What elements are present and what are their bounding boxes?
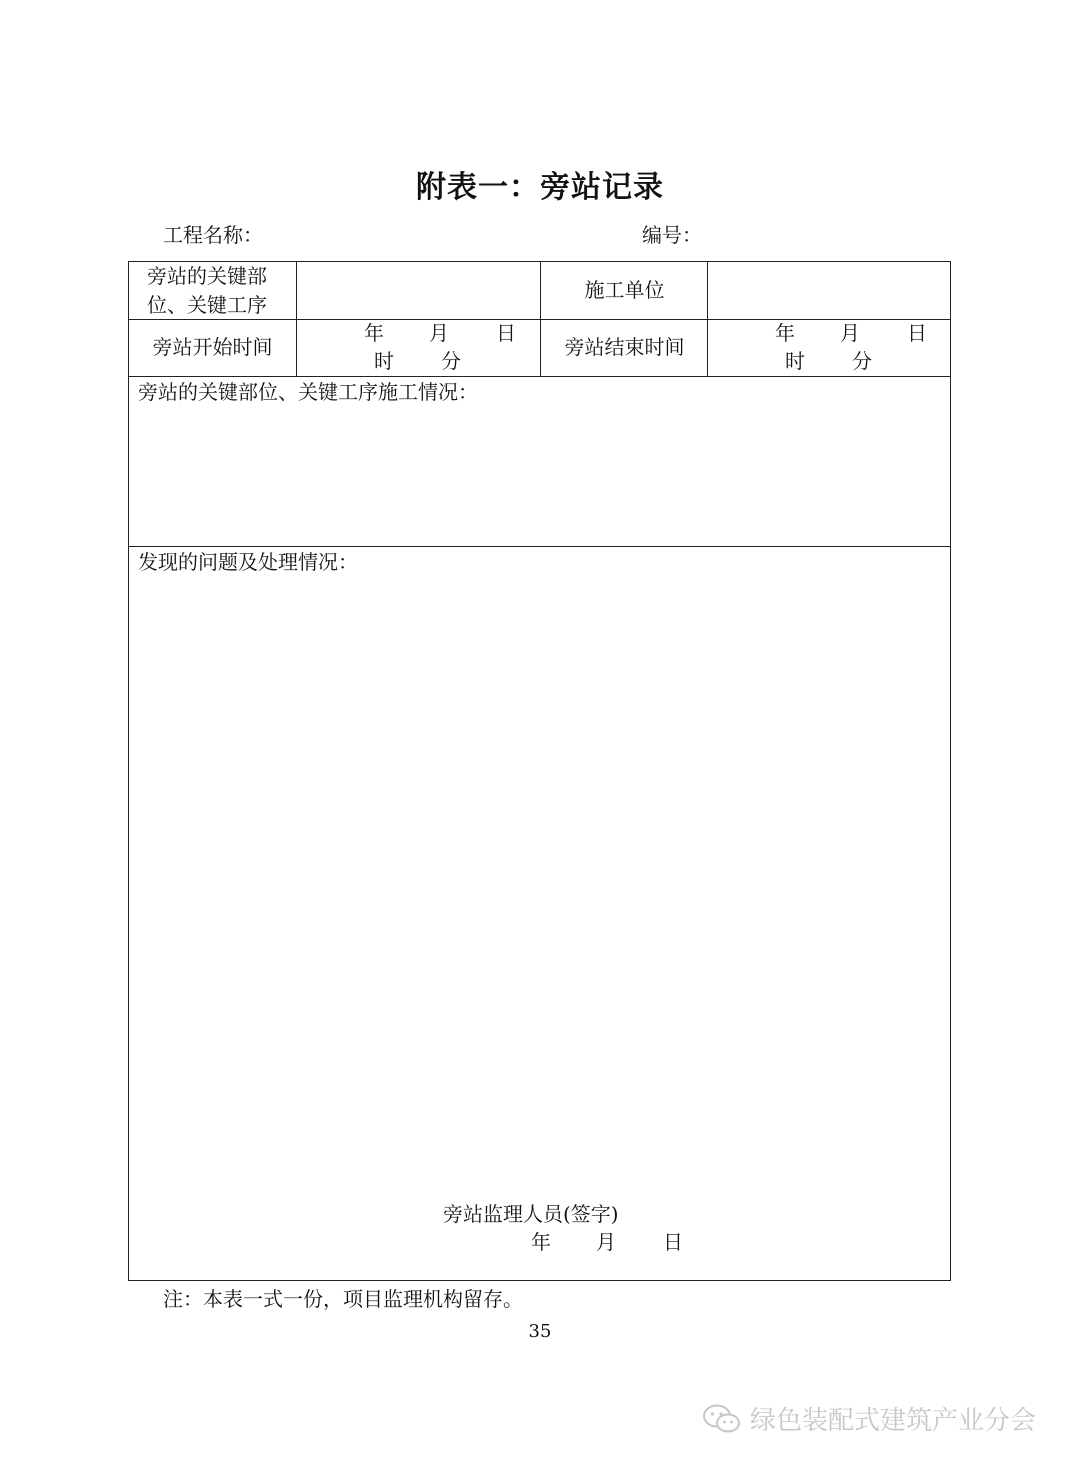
construction-unit-label: 施工单位 xyxy=(584,278,665,302)
construction-situation-label: 旁站的关键部位、关键工序施工情况： xyxy=(138,380,478,404)
end-time-label: 旁站结束时间 xyxy=(564,335,685,359)
watermark-text: 绿色装配式建筑产业分会 xyxy=(750,1406,1037,1436)
start-time-label: 旁站开始时间 xyxy=(152,335,273,359)
signature-month-label: 月 xyxy=(596,1230,616,1254)
construction-situation-field[interactable] xyxy=(138,378,938,544)
start-hour-label: 时 xyxy=(374,349,394,373)
number-label: 编号： xyxy=(642,223,702,247)
page-title: 附表一：旁站记录 xyxy=(416,170,664,205)
wechat-icon xyxy=(702,1403,742,1435)
footnote: 注：本表一式一份，项目监理机构留存。 xyxy=(163,1287,523,1311)
watermark xyxy=(702,1400,1036,1437)
end-minute-label: 分 xyxy=(852,349,872,373)
row-divider xyxy=(129,546,950,547)
start-year-label: 年 xyxy=(364,321,384,345)
problems-field[interactable] xyxy=(138,548,938,1268)
key-part-label: 旁站的关键部位、关键工序 xyxy=(147,263,267,317)
row-divider xyxy=(129,376,950,377)
column-divider xyxy=(540,262,541,376)
page-number: 35 xyxy=(528,1321,552,1342)
start-minute-label: 分 xyxy=(441,349,461,373)
start-time-value[interactable] xyxy=(298,319,539,376)
supervisor-signature-label: 旁站监理人员(签字) xyxy=(443,1202,619,1226)
signature-year-label: 年 xyxy=(531,1230,551,1254)
end-time-value[interactable] xyxy=(709,319,950,376)
end-day-label: 日 xyxy=(907,321,927,345)
end-month-label: 月 xyxy=(840,321,860,345)
signature-day-label: 日 xyxy=(663,1230,683,1254)
start-day-label: 日 xyxy=(496,321,516,345)
construction-unit-value[interactable] xyxy=(709,262,950,319)
problems-label: 发现的问题及处理情况： xyxy=(138,550,358,574)
column-divider xyxy=(707,262,708,376)
key-part-value[interactable] xyxy=(298,262,539,319)
column-divider xyxy=(296,262,297,376)
project-name-label: 工程名称： xyxy=(163,223,263,247)
record-table xyxy=(128,261,951,1281)
end-year-label: 年 xyxy=(775,321,795,345)
end-hour-label: 时 xyxy=(785,349,805,373)
start-month-label: 月 xyxy=(429,321,449,345)
